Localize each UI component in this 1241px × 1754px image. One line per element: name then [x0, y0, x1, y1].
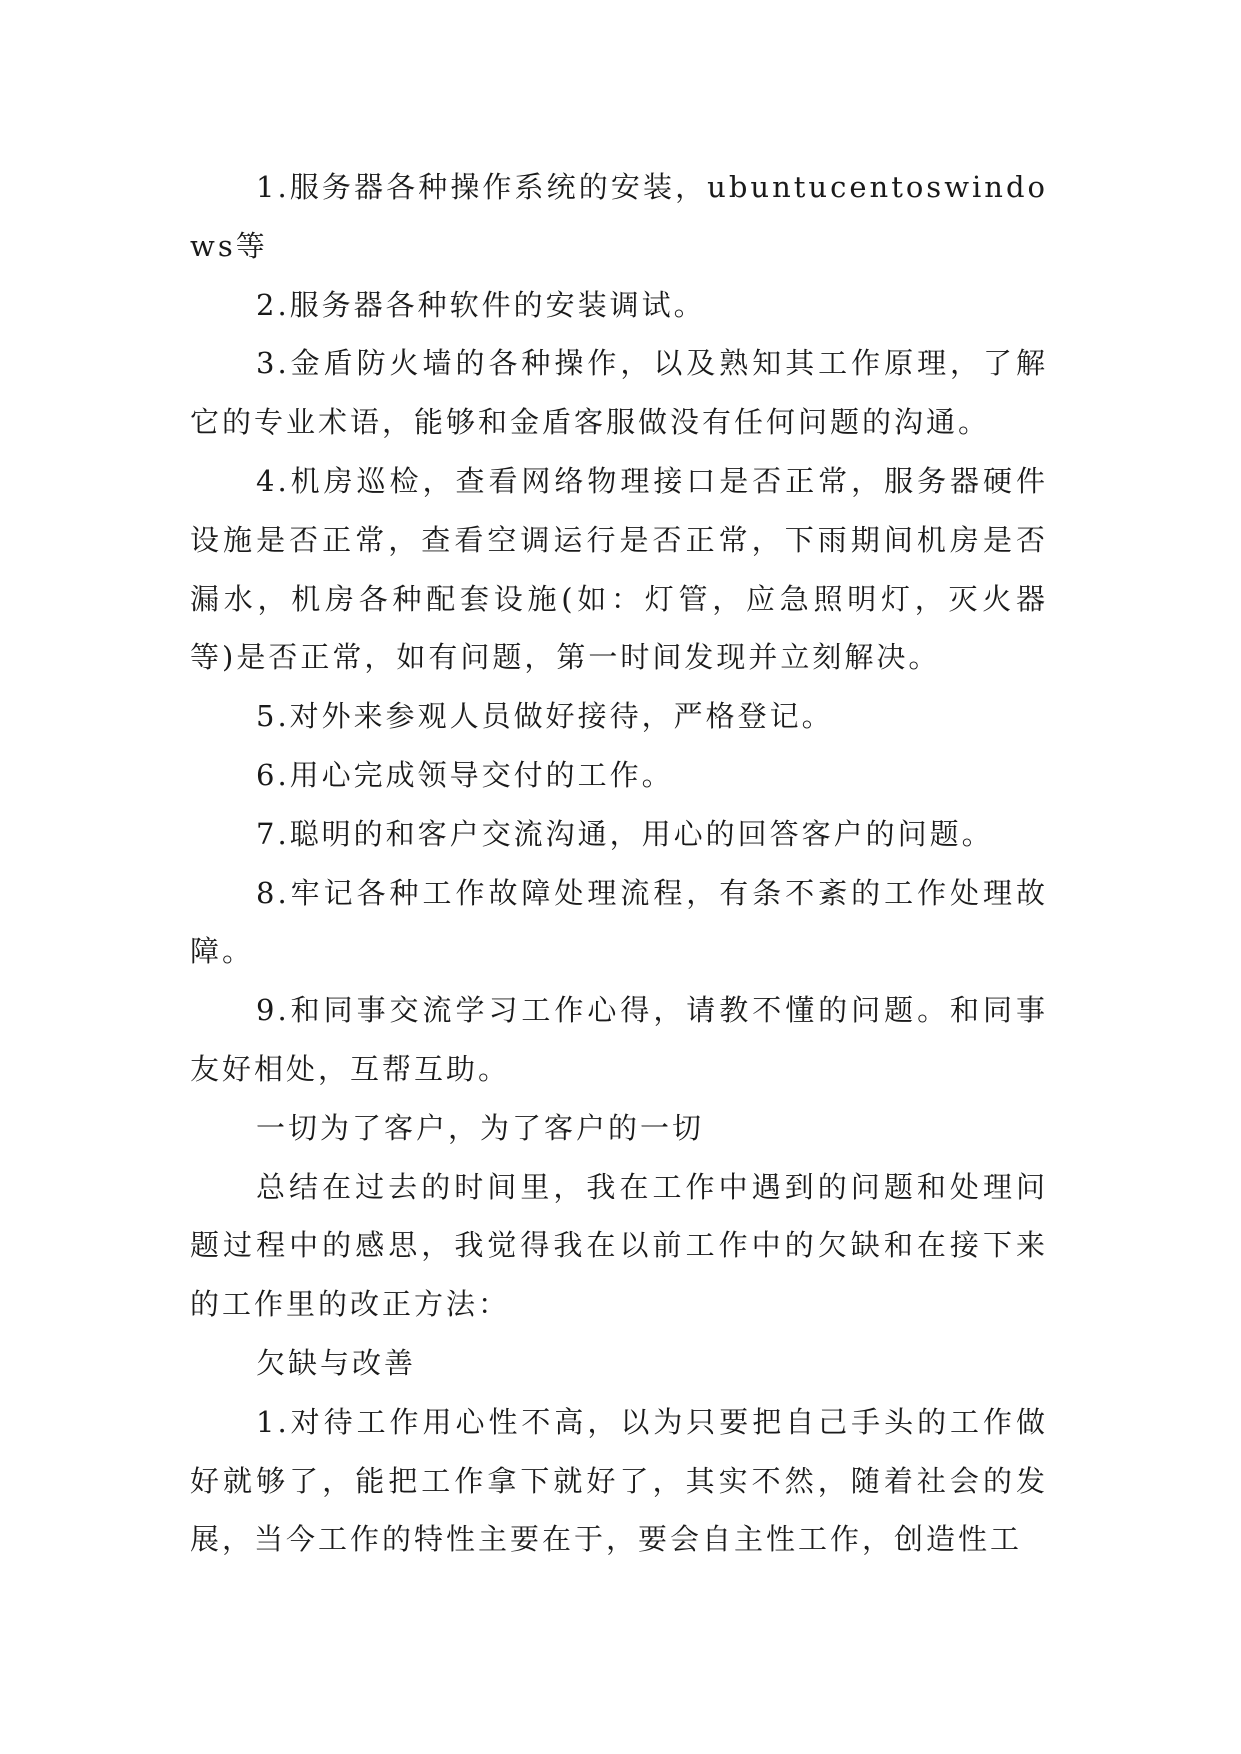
- paragraph-customer-communication: 7.聪明的和客户交流沟通，用心的回答客户的问题。: [256, 816, 994, 851]
- paragraph-firewall: 3.金盾防火墙的各种操作，以及熟知其工作原理，了解它的专业术语，能够和金盾客服做没有任何问题的沟通。: [190, 346, 1048, 440]
- paragraph-software-install: 2.服务器各种软件的安装调试。: [256, 287, 706, 322]
- paragraph-server-room-inspection: 4.机房巡检，查看网络物理接口是否正常，服务器硬件设施是否正常，查看空调运行是否正常，下雨期间机房是否漏水，机房各种配套设施(如：灯管，应急照明灯，灭火器等)是否正常，如有问题，第一时间发现并立刻解决。: [190, 463, 1048, 675]
- paragraph-colleague-learning: 9.和同事交流学习工作心得，请教不懂的问题。和同事友好相处，互帮互助。: [190, 993, 1048, 1086]
- paragraph-fault-handling: 8.牢记各种工作故障处理流程，有条不紊的工作处理故障。: [190, 875, 1048, 969]
- paragraph-slogan: 一切为了客户，为了客户的一切: [256, 1110, 705, 1145]
- paragraph-shortcoming-1: 1.对待工作用心性不高，以为只要把自己手头的工作做好就够了，能把工作拿下就好了，其实不然，随着社会的发展，当今工作的特性主要在于，要会自主性工作，创造性工: [190, 1404, 1048, 1557]
- paragraph-summary: 总结在过去的时间里，我在工作中遇到的问题和处理问题过程中的感思，我觉得我在以前工作中的欠缺和在接下来的工作里的改正方法：: [190, 1169, 1048, 1322]
- document-body: [190, 158, 1048, 1569]
- paragraph-leader-tasks: 6.用心完成领导交付的工作。: [256, 757, 674, 792]
- paragraph-visitor-reception: 5.对外来参观人员做好接待，严格登记。: [256, 699, 834, 734]
- section-heading-shortcomings: 欠缺与改善: [256, 1345, 417, 1380]
- paragraph-os-install: 1.服务器各种操作系统的安装，ubuntucentoswindows等: [190, 170, 1048, 263]
